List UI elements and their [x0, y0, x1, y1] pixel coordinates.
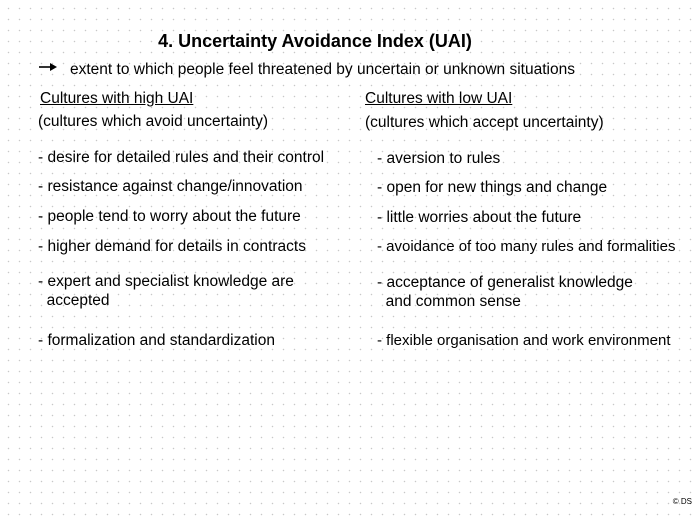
slide-title: 4. Uncertainty Avoidance Index (UAI) — [158, 31, 472, 51]
right-arrow-icon — [38, 60, 58, 74]
low-uai-heading: Cultures with low UAI — [365, 90, 513, 107]
low-uai-item: - flexible organisation and work environment — [377, 332, 671, 349]
high-uai-item: - formalization and standardization — [38, 332, 275, 349]
high-uai-item: - resistance against change/innovation — [38, 178, 303, 195]
low-uai-item: - open for new things and change — [377, 179, 608, 196]
slide-subtitle: extent to which people feel threatened by uncertain or unknown situations — [70, 61, 575, 78]
low-uai-item: - avoidance of too many rules and formalities — [377, 238, 676, 255]
high-uai-item: - expert and specialist knowledge are accepted — [38, 273, 294, 309]
low-uai-subheading: (cultures which accept uncertainty) — [365, 114, 604, 131]
high-uai-item: - desire for detailed rules and their control — [38, 149, 325, 166]
copyright-note: © DS — [672, 497, 692, 506]
high-uai-item: - people tend to worry about the future — [38, 208, 301, 225]
high-uai-heading: Cultures with high UAI — [40, 90, 194, 107]
low-uai-item: - acceptance of generalist knowledge and common sense — [377, 274, 633, 310]
high-uai-item: - higher demand for details in contracts — [38, 238, 306, 255]
low-uai-item: - aversion to rules — [377, 150, 501, 167]
low-uai-item: - little worries about the future — [377, 209, 582, 226]
high-uai-subheading: (cultures which avoid uncertainty) — [38, 113, 269, 130]
